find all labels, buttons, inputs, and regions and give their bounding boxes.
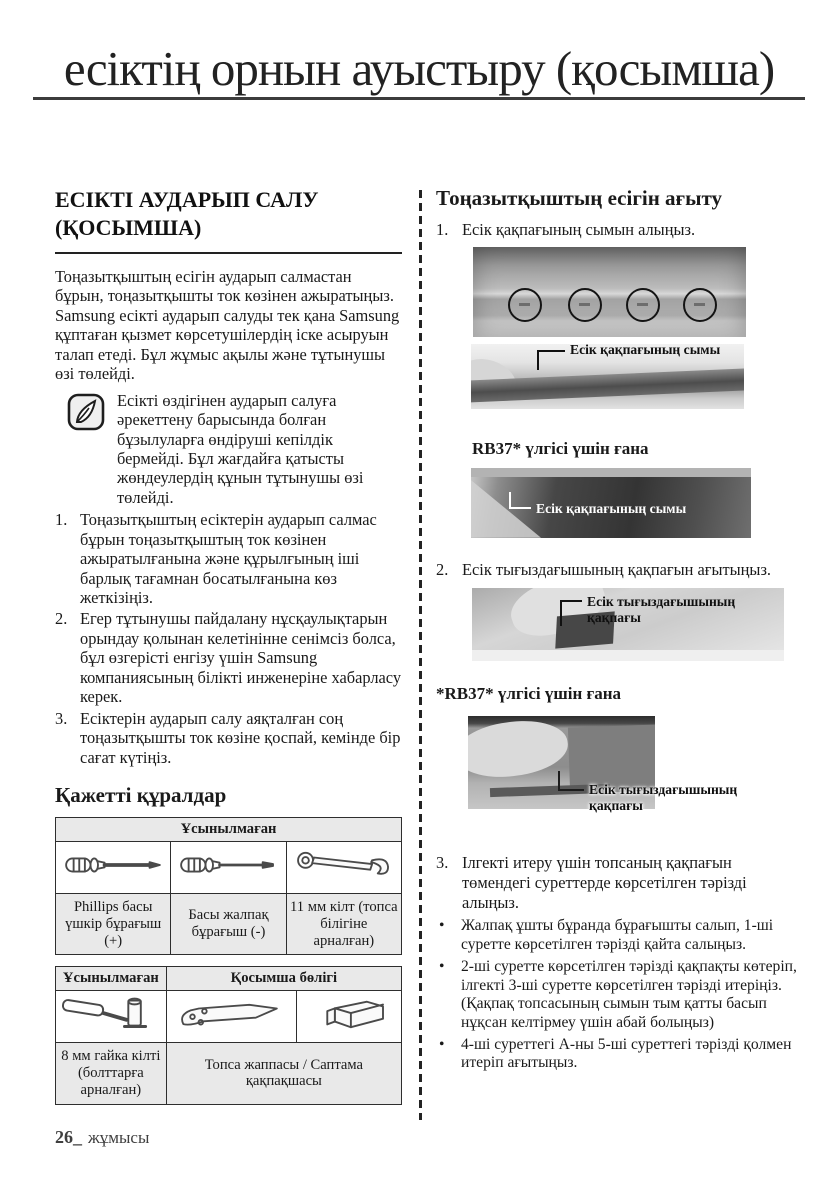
screw-circle-marker xyxy=(568,288,602,322)
label-bracket xyxy=(537,350,565,370)
left-steps-list xyxy=(55,510,402,767)
step-text: Есік қақпағының сымын алыңыз. xyxy=(462,220,696,239)
step-text: Егер тұтынушы пайдалану нұсқаулықтарын орындау қолынан келетінінне сенімсіз болса, бұл өзгерісті енгізу үшін Samsung компаниясының білікті инженеріне хабарласу керек. xyxy=(80,609,402,707)
tool-label: 8 мм гайка кілті (болттарға арналған) xyxy=(56,1043,167,1104)
photo-label-text: Есік тығыздағышының қақпағы xyxy=(587,594,736,625)
door-cap-shape xyxy=(471,367,744,402)
screw-circle-marker xyxy=(626,288,660,322)
step-number: 1. xyxy=(55,510,68,530)
page-number: 26_ xyxy=(55,1127,82,1147)
tool-label: Топса жаппасы / Саптама қақпақшасы xyxy=(166,1043,401,1104)
step-text: Тоңазытқыштың есіктерін аударып салмас бұрын тоңазытқыштың ток көзінен ажыратылғанына және құрылғының іші барлық тағамнан босатылғанына көз жеткізіңіз. xyxy=(80,510,377,607)
photo-label xyxy=(558,771,761,813)
step-item xyxy=(436,560,832,580)
step-item xyxy=(436,853,832,912)
photo-door-seal-cap xyxy=(472,588,784,661)
photo-label-text: Есік қақпағының сымы xyxy=(570,341,721,357)
edge-shape xyxy=(471,468,751,477)
footer-label: жұмысы xyxy=(88,1128,150,1147)
label-bracket xyxy=(560,600,582,626)
page-title-block xyxy=(33,42,805,100)
label-bracket xyxy=(558,771,584,791)
step-text: Ілгекті итеру үшін топсаның қақпағын төмендегі суреттерде көрсетілген тәрізді алыңыз. xyxy=(462,853,747,912)
bullet-text: • Жалпақ ұшты бұранда бұрағышты салып, 1-ші суретте көрсетілген тәрізді қайта салыңыз. xyxy=(461,917,774,954)
step-number: 1. xyxy=(436,220,449,239)
rb37-note-1: RB37* үлгісі үшін ғана xyxy=(472,438,649,458)
photo-label xyxy=(509,492,686,517)
pen-note-icon xyxy=(67,393,107,433)
tools-heading: Қажетті құралдар xyxy=(55,782,227,807)
table2-header-1: Ұсынылмаған xyxy=(56,967,167,991)
step-number: 3. xyxy=(436,853,449,873)
tools-table-1 xyxy=(55,817,402,955)
step-item xyxy=(436,220,832,240)
photo-door-cap-wire-rb37 xyxy=(471,468,751,538)
section-heading-door-removal: Тоңазытқыштың есігін ағыту xyxy=(436,186,723,210)
note-box xyxy=(55,391,402,508)
photo-door-seal-cap-rb37 xyxy=(468,716,738,813)
tools-table-2 xyxy=(55,966,402,1104)
photo-label-text: Есік тығыздағышының қақпағы xyxy=(589,782,738,813)
screw-circle-marker xyxy=(683,288,717,322)
step-item xyxy=(55,609,402,706)
table2-header-2: Қосымша бөлігі xyxy=(166,967,401,991)
bullet-item xyxy=(436,958,832,1033)
label-bracket xyxy=(509,492,531,509)
tool-label: Phillips басы үшкір бұрағыш (+) xyxy=(56,893,171,954)
bullet-item xyxy=(436,1036,832,1073)
page-footer xyxy=(55,1127,149,1148)
page-title: есіктің орнын ауыстыру (қосымша) xyxy=(63,41,775,96)
flat-screwdriver-image xyxy=(171,841,286,893)
step-number: 2. xyxy=(55,609,68,629)
bullet-item xyxy=(436,917,832,954)
screw-circle-marker xyxy=(508,288,542,322)
step-text: Есіктерін аударып салу аяқталған соң тоңазытқышты ток көзіне қоспай, кемінде бір сағат күтіңіз. xyxy=(80,708,401,767)
photo-door-cap-wire xyxy=(471,341,744,409)
intro-paragraph: Тоңазытқыштың есігін аударып салмастан бұрын, тоңазытқышты ток көзінен ажыратыңыз. Samsung есікті аударып салуды тек қана Samsung құптаған қызмет көрсетушілердің іске асыруын талап етеді. Бұл жұмыс ақылы және тұтынушы өзі төлейді. xyxy=(55,267,400,384)
bullet-text: • 2-ші суретте көрсетілген тәрізді қақпақты көтеріп, ілгекті 3-ші суретте көрсетілген тәрізді итеріңіз. (Қақпақ топсасының сымын тым қатты басып нұқсан келтірмеу үшін абай болыңыз) xyxy=(461,957,797,1031)
hinge-part-image xyxy=(166,991,296,1043)
photo-fridge-top-screws xyxy=(473,247,746,337)
table1-header: Ұсынылмаған xyxy=(56,817,402,841)
left-column xyxy=(55,186,402,1105)
photo-label-text: Есік қақпағының сымы xyxy=(536,500,687,516)
tool-label: Басы жалпақ бұрағыш (-) xyxy=(171,893,286,954)
wrench-11mm-image xyxy=(286,841,401,893)
step-item xyxy=(55,709,402,767)
finger-shape xyxy=(468,716,571,783)
column-divider xyxy=(419,190,422,1120)
bullet-list xyxy=(436,917,832,1073)
tool-label: 11 мм кілт (топса білігіне арналған) xyxy=(286,893,401,954)
note-text: Есікті өздігінен аударып салуға әрекеттену барысында болған бұзылуларға өндіруші кепілдік бермейді. Бұл жағдайға қатысты жөндеулердің құнын тұтынушы өзі төлейді. xyxy=(117,390,364,507)
section-heading-door-reversal: ЕСІКТІ АУДАРЫП САЛУ (ҚОСЫМША) xyxy=(55,186,402,254)
step-number: 2. xyxy=(436,559,449,579)
socket-wrench-image xyxy=(56,991,167,1043)
step-text: Есік тығыздағышының қақпағын ағытыңыз. xyxy=(462,559,772,579)
phillips-screwdriver-image xyxy=(56,841,171,893)
photo-label xyxy=(537,341,721,370)
right-column xyxy=(436,186,832,1073)
base-shape xyxy=(472,650,784,661)
step-number: 3. xyxy=(55,708,68,728)
bullet-text: • 4-ші суреттегі А-ны 5-ші суреттегі тәрізді қолмен итеріп ағытыңыз. xyxy=(461,1035,792,1072)
photo-background xyxy=(473,247,746,337)
photo-label xyxy=(560,594,749,631)
cap-part-image xyxy=(296,991,401,1043)
step-item xyxy=(55,510,402,607)
rb37-note-2: *RB37* үлгісі үшін ғана xyxy=(436,684,621,704)
